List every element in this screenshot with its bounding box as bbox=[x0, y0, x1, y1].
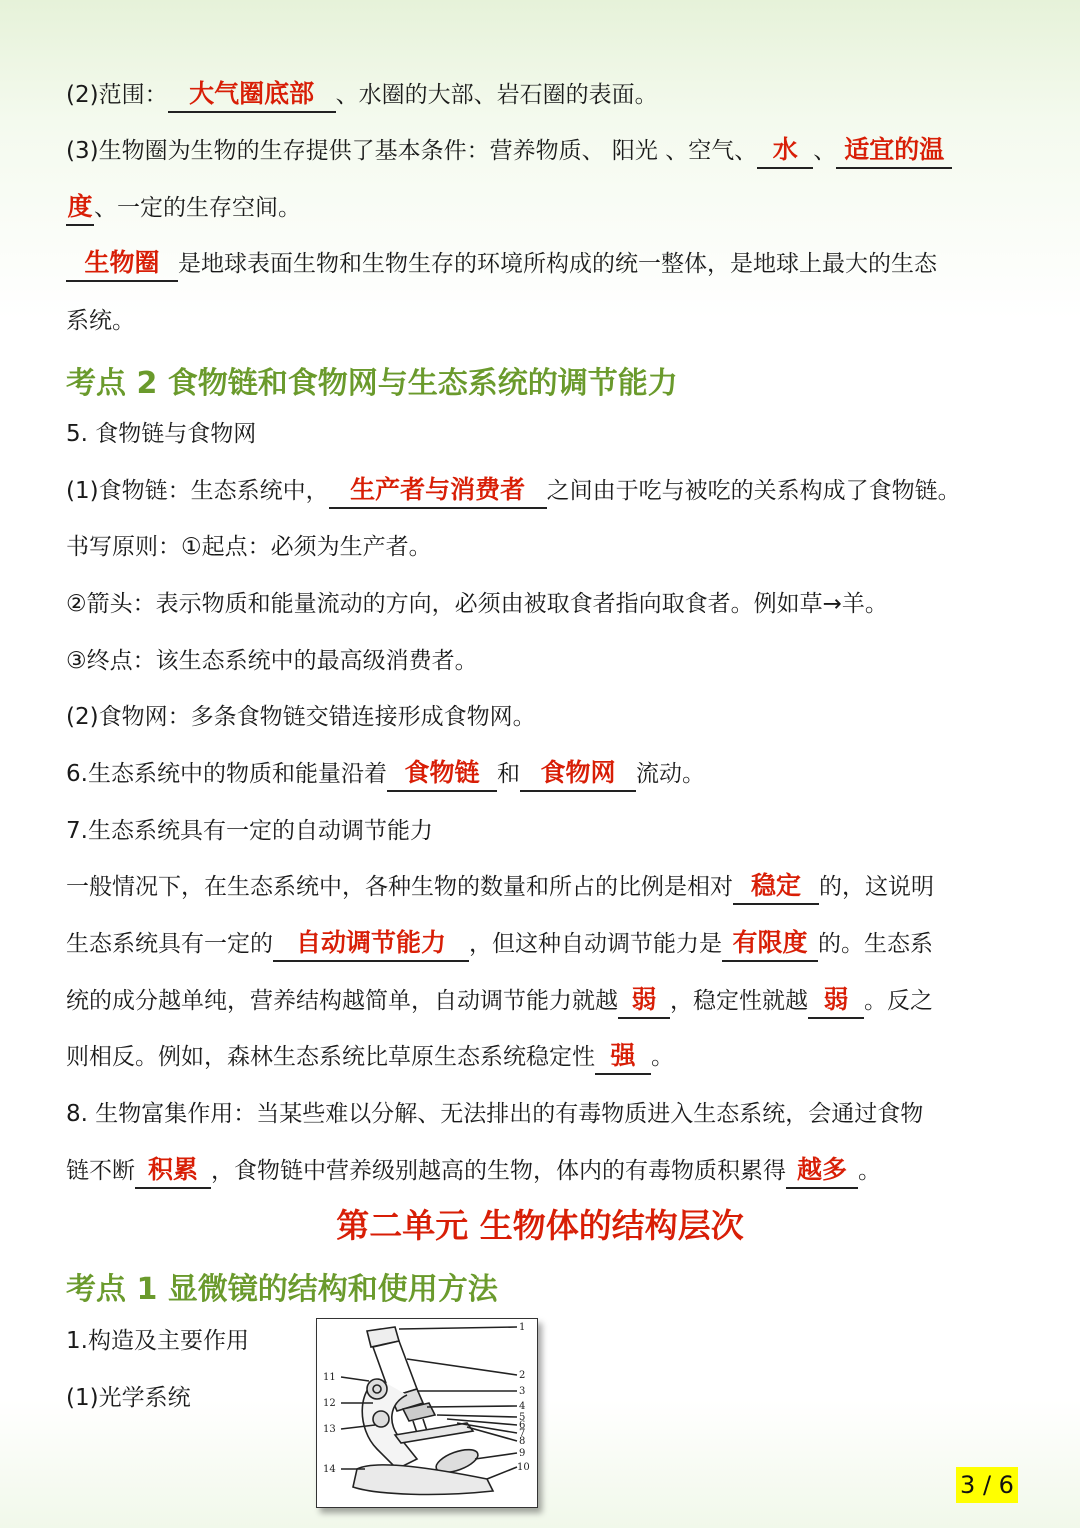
static-text: 5. 食物链与食物网 bbox=[66, 421, 257, 447]
static-text: (1)食物链：生态系统中， bbox=[66, 478, 329, 504]
static-text: ，食物链中营养级别越高的生物，体内的有毒物质积累得 bbox=[211, 1158, 786, 1184]
text-line bbox=[66, 527, 432, 567]
static-text: 8. 生物富集作用：当某些难以分解、无法排出的有毒物质进入生态系统，会通过食物 bbox=[66, 1101, 924, 1127]
answer-blank: 强 bbox=[595, 1039, 651, 1075]
static-text: ，但这种自动调节能力是 bbox=[469, 931, 722, 957]
page-number: 3 / 6 bbox=[956, 1467, 1018, 1503]
answer-blank: 度 bbox=[66, 190, 94, 226]
answer-blank: 大气圈底部 bbox=[168, 77, 336, 113]
answer-blank: 生物圈 bbox=[66, 246, 178, 282]
answer-blank: 有限度 bbox=[722, 926, 818, 962]
answer-blank: 稳定 bbox=[733, 869, 819, 905]
static-text: (2)食物网：多条食物链交错连接形成食物网。 bbox=[66, 704, 536, 730]
text-line bbox=[66, 131, 952, 171]
static-text: 统的成分越单纯，营养结构越简单，自动调节能力就越 bbox=[66, 988, 618, 1014]
answer-blank: 积累 bbox=[135, 1153, 211, 1189]
text-line bbox=[66, 1094, 923, 1134]
text-line bbox=[66, 188, 301, 228]
label-4: 4 bbox=[519, 1401, 526, 1412]
answer-blank: 适宜的温 bbox=[836, 133, 952, 169]
label-10: 10 bbox=[517, 1462, 530, 1473]
text-line bbox=[66, 584, 888, 624]
static-text: 。 bbox=[858, 1158, 881, 1184]
static-text: 。反之 bbox=[864, 988, 933, 1014]
answer-blank: 自动调节能力 bbox=[273, 926, 469, 962]
label-12: 12 bbox=[323, 1398, 336, 1409]
label-11: 11 bbox=[323, 1372, 336, 1383]
text-line bbox=[66, 811, 433, 851]
static-text: 生态系统具有一定的 bbox=[66, 931, 273, 957]
label-5: 5 bbox=[519, 1412, 526, 1423]
answer-blank: 越多 bbox=[786, 1153, 858, 1189]
static-text: 的。生态系 bbox=[818, 931, 933, 957]
label-2: 2 bbox=[519, 1370, 526, 1381]
static-text: 链不断 bbox=[66, 1158, 135, 1184]
static-text: (1)光学系统 bbox=[66, 1385, 191, 1411]
label-3: 3 bbox=[519, 1386, 526, 1397]
static-text: 1.构造及主要作用 bbox=[66, 1328, 249, 1354]
static-text: 之间由于吃与被吃的关系构成了食物链。 bbox=[546, 478, 961, 504]
static-text: (2)范围： bbox=[66, 82, 168, 108]
static-text: 流动。 bbox=[635, 761, 705, 787]
text-line bbox=[66, 1151, 881, 1191]
static-text: 则相反。例如，森林生态系统比草原生态系统稳定性 bbox=[66, 1044, 595, 1070]
label-14: 14 bbox=[323, 1464, 336, 1475]
static-text: 是地球表面生物和生物生存的环境所构成的统一整体，是地球上最大的生态 bbox=[178, 251, 937, 277]
label-9: 9 bbox=[519, 1448, 526, 1459]
answer-blank: 弱 bbox=[808, 983, 864, 1019]
static-text: 、一定的生存空间。 bbox=[94, 195, 301, 221]
static-text: 的，这说明 bbox=[819, 874, 934, 900]
static-text: 、水圈的大部、岩石圈的表面。 bbox=[335, 82, 658, 108]
text-line bbox=[66, 1321, 249, 1361]
static-text: 系统。 bbox=[66, 308, 135, 334]
text-line bbox=[66, 867, 934, 907]
text-line bbox=[66, 1037, 674, 1077]
answer-blank: 水 bbox=[757, 133, 813, 169]
microscope-drawing bbox=[317, 1319, 537, 1507]
answer-blank: 食物网 bbox=[520, 756, 636, 792]
label-1: 1 bbox=[519, 1322, 526, 1333]
text-line bbox=[66, 754, 705, 794]
text-line bbox=[66, 641, 478, 681]
static-text: 一般情况下，在生态系统中，各种生物的数量和所占的比例是相对 bbox=[66, 874, 733, 900]
text-line bbox=[66, 244, 937, 284]
label-6: 6 bbox=[519, 1420, 526, 1431]
section-heading: 考点 1 显微镜的结构和使用方法 bbox=[66, 1272, 498, 1307]
label-8: 8 bbox=[519, 1436, 526, 1447]
label-13: 13 bbox=[323, 1424, 336, 1435]
text-line bbox=[66, 924, 933, 964]
text-line bbox=[66, 471, 961, 511]
answer-blank: 生产者与消费者 bbox=[329, 473, 547, 509]
static-text: 书写原则：①起点：必须为生产者。 bbox=[66, 534, 432, 560]
static-text: (3)生物圈为生物的生存提供了基本条件：营养物质、 阳光 、空气、 bbox=[66, 138, 758, 164]
static-text: ，稳定性就越 bbox=[670, 988, 808, 1014]
static-text: 。 bbox=[651, 1044, 674, 1070]
static-text: 和 bbox=[496, 761, 520, 787]
static-text: 7.生态系统具有一定的自动调节能力 bbox=[66, 818, 433, 844]
static-text: ③终点：该生态系统中的最高级消费者。 bbox=[66, 648, 478, 674]
section-heading: 考点 2 食物链和食物网与生态系统的调节能力 bbox=[66, 366, 678, 401]
answer-blank: 食物链 bbox=[387, 756, 497, 792]
static-text: 、 bbox=[813, 138, 837, 164]
text-line bbox=[66, 414, 256, 454]
static-text: 6.生态系统中的物质和能量沿着 bbox=[66, 761, 387, 787]
text-line bbox=[66, 301, 135, 341]
text-line bbox=[66, 981, 933, 1021]
text-line bbox=[66, 1378, 191, 1418]
static-text: ②箭头：表示物质和能量流动的方向，必须由被取食者指向取食者。例如草→羊。 bbox=[66, 591, 888, 617]
text-line bbox=[66, 75, 658, 115]
microscope-figure bbox=[316, 1318, 538, 1508]
unit-title: 第二单元 生物体的结构层次 bbox=[336, 1206, 744, 1245]
answer-blank: 弱 bbox=[618, 983, 670, 1019]
label-7: 7 bbox=[519, 1428, 526, 1439]
text-line bbox=[66, 697, 536, 737]
